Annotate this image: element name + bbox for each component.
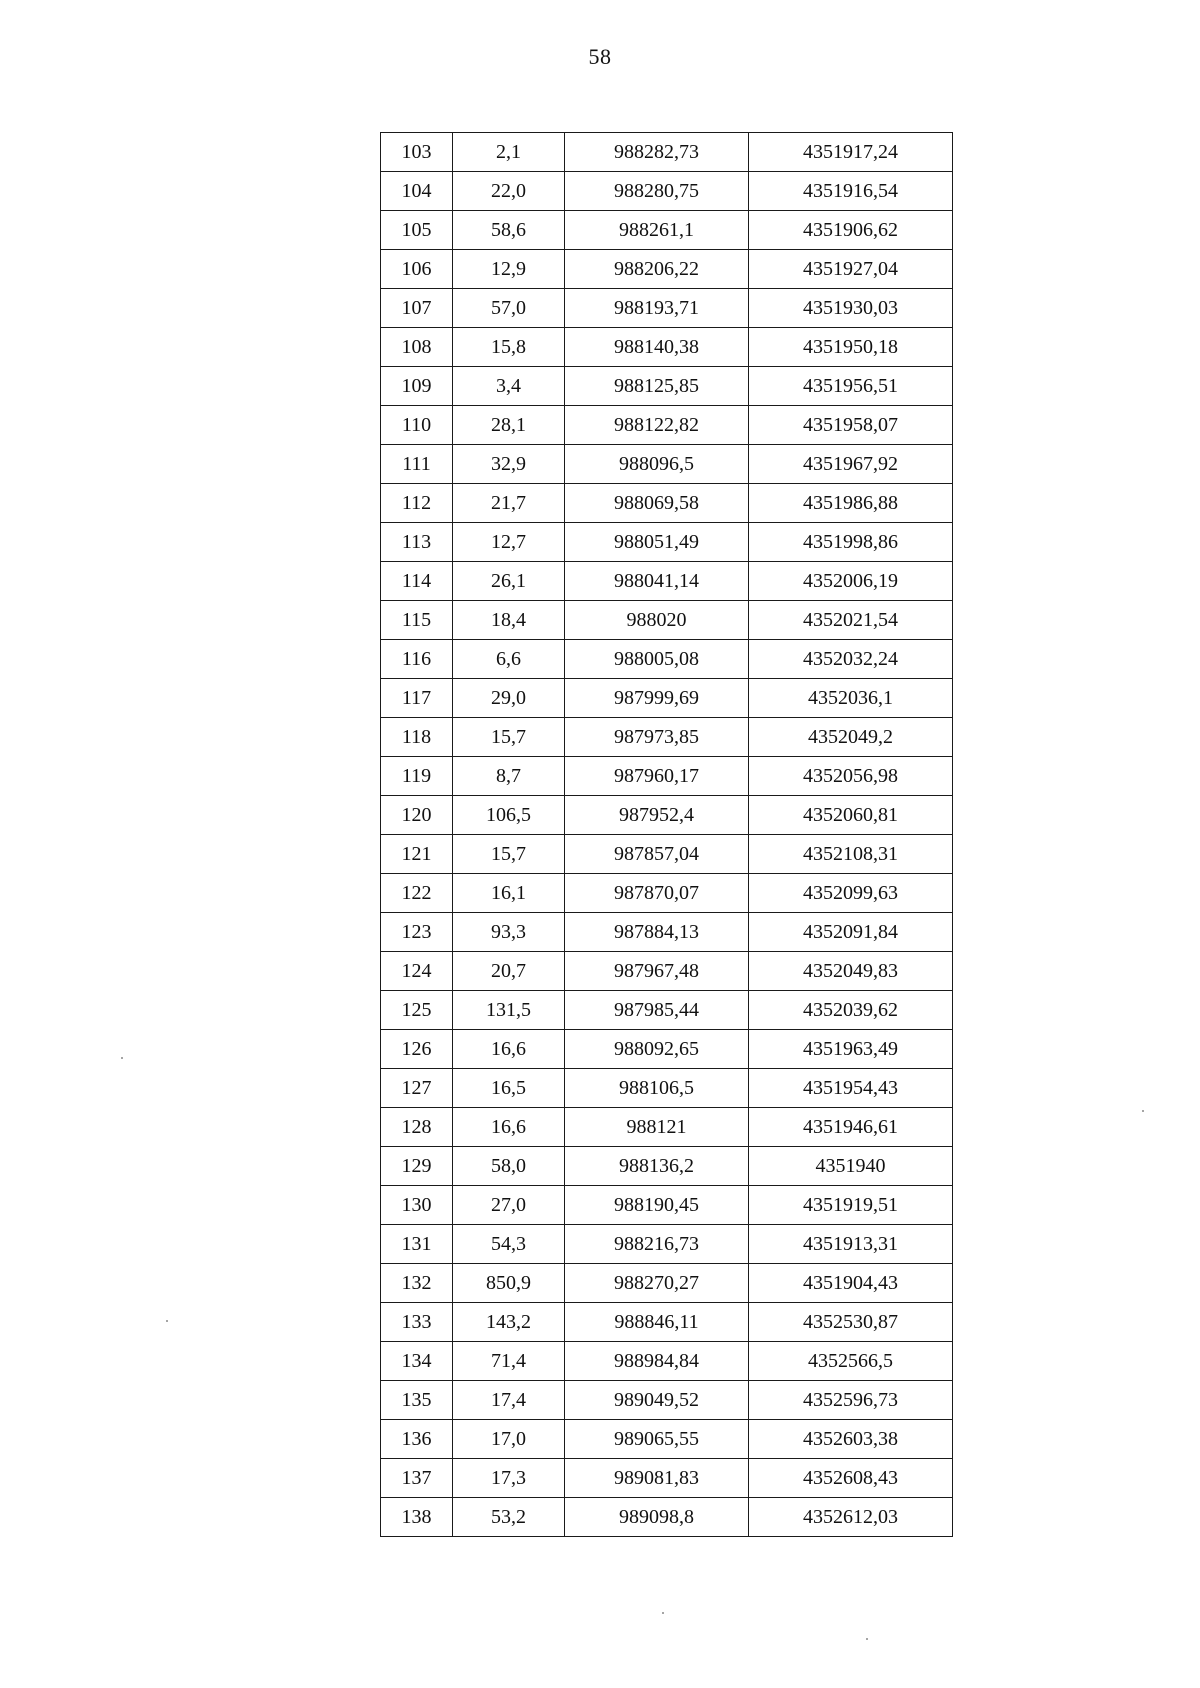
y-coordinate-cell: 4352056,98 <box>749 757 953 796</box>
x-coordinate-cell: 989049,52 <box>565 1381 749 1420</box>
point-number-cell: 134 <box>381 1342 453 1381</box>
table-row <box>381 445 953 484</box>
point-number-cell: 132 <box>381 1264 453 1303</box>
table-row <box>381 328 953 367</box>
x-coordinate-cell: 988846,11 <box>565 1303 749 1342</box>
y-coordinate-cell: 4351998,86 <box>749 523 953 562</box>
segment-length-cell: 29,0 <box>453 679 565 718</box>
point-number-cell: 124 <box>381 952 453 991</box>
table-row <box>381 1459 953 1498</box>
x-coordinate-cell: 988005,08 <box>565 640 749 679</box>
segment-length-cell: 93,3 <box>453 913 565 952</box>
x-coordinate-cell: 988125,85 <box>565 367 749 406</box>
x-coordinate-cell: 988190,45 <box>565 1186 749 1225</box>
y-coordinate-cell: 4352530,87 <box>749 1303 953 1342</box>
point-number-cell: 107 <box>381 289 453 328</box>
point-number-cell: 125 <box>381 991 453 1030</box>
table-row <box>381 172 953 211</box>
point-number-cell: 105 <box>381 211 453 250</box>
table-row <box>381 601 953 640</box>
point-number-cell: 129 <box>381 1147 453 1186</box>
x-coordinate-cell: 987999,69 <box>565 679 749 718</box>
table-row <box>381 1498 953 1537</box>
segment-length-cell: 2,1 <box>453 133 565 172</box>
y-coordinate-cell: 4351954,43 <box>749 1069 953 1108</box>
x-coordinate-cell: 987967,48 <box>565 952 749 991</box>
table-row <box>381 406 953 445</box>
x-coordinate-cell: 988092,65 <box>565 1030 749 1069</box>
segment-length-cell: 850,9 <box>453 1264 565 1303</box>
y-coordinate-cell: 4351906,62 <box>749 211 953 250</box>
x-coordinate-cell: 988261,1 <box>565 211 749 250</box>
point-number-cell: 119 <box>381 757 453 796</box>
x-coordinate-cell: 987884,13 <box>565 913 749 952</box>
table-row <box>381 1186 953 1225</box>
segment-length-cell: 26,1 <box>453 562 565 601</box>
y-coordinate-cell: 4352091,84 <box>749 913 953 952</box>
x-coordinate-cell: 988206,22 <box>565 250 749 289</box>
table-row <box>381 835 953 874</box>
x-coordinate-cell: 988216,73 <box>565 1225 749 1264</box>
segment-length-cell: 16,6 <box>453 1108 565 1147</box>
y-coordinate-cell: 4352049,83 <box>749 952 953 991</box>
table-row <box>381 484 953 523</box>
y-coordinate-cell: 4352021,54 <box>749 601 953 640</box>
point-number-cell: 114 <box>381 562 453 601</box>
segment-length-cell: 71,4 <box>453 1342 565 1381</box>
y-coordinate-cell: 4351986,88 <box>749 484 953 523</box>
segment-length-cell: 57,0 <box>453 289 565 328</box>
x-coordinate-cell: 989081,83 <box>565 1459 749 1498</box>
y-coordinate-cell: 4351930,03 <box>749 289 953 328</box>
table-row <box>381 562 953 601</box>
table-row <box>381 796 953 835</box>
table-row <box>381 1420 953 1459</box>
point-number-cell: 117 <box>381 679 453 718</box>
segment-length-cell: 22,0 <box>453 172 565 211</box>
y-coordinate-cell: 4351967,92 <box>749 445 953 484</box>
y-coordinate-cell: 4352612,03 <box>749 1498 953 1537</box>
y-coordinate-cell: 4351919,51 <box>749 1186 953 1225</box>
table-row <box>381 1069 953 1108</box>
segment-length-cell: 21,7 <box>453 484 565 523</box>
y-coordinate-cell: 4352036,1 <box>749 679 953 718</box>
point-number-cell: 121 <box>381 835 453 874</box>
x-coordinate-cell: 987960,17 <box>565 757 749 796</box>
x-coordinate-cell: 988984,84 <box>565 1342 749 1381</box>
page-number: 58 <box>588 44 612 69</box>
point-number-cell: 127 <box>381 1069 453 1108</box>
segment-length-cell: 17,0 <box>453 1420 565 1459</box>
x-coordinate-cell: 988041,14 <box>565 562 749 601</box>
point-number-cell: 115 <box>381 601 453 640</box>
point-number-cell: 133 <box>381 1303 453 1342</box>
scan-speck <box>1142 1110 1144 1112</box>
y-coordinate-cell: 4352039,62 <box>749 991 953 1030</box>
point-number-cell: 122 <box>381 874 453 913</box>
x-coordinate-cell: 988270,27 <box>565 1264 749 1303</box>
y-coordinate-cell: 4351904,43 <box>749 1264 953 1303</box>
point-number-cell: 120 <box>381 796 453 835</box>
table-row <box>381 991 953 1030</box>
x-coordinate-cell: 987870,07 <box>565 874 749 913</box>
x-coordinate-cell: 988280,75 <box>565 172 749 211</box>
point-number-cell: 109 <box>381 367 453 406</box>
segment-length-cell: 15,8 <box>453 328 565 367</box>
segment-length-cell: 17,4 <box>453 1381 565 1420</box>
point-number-cell: 136 <box>381 1420 453 1459</box>
segment-length-cell: 12,7 <box>453 523 565 562</box>
segment-length-cell: 131,5 <box>453 991 565 1030</box>
table-body <box>381 133 953 1537</box>
x-coordinate-cell: 988193,71 <box>565 289 749 328</box>
point-number-cell: 118 <box>381 718 453 757</box>
y-coordinate-cell: 4352006,19 <box>749 562 953 601</box>
table-row <box>381 211 953 250</box>
segment-length-cell: 53,2 <box>453 1498 565 1537</box>
y-coordinate-cell: 4351913,31 <box>749 1225 953 1264</box>
segment-length-cell: 20,7 <box>453 952 565 991</box>
y-coordinate-cell: 4351916,54 <box>749 172 953 211</box>
y-coordinate-cell: 4352608,43 <box>749 1459 953 1498</box>
scan-speck <box>166 1320 168 1322</box>
point-number-cell: 131 <box>381 1225 453 1264</box>
y-coordinate-cell: 4351940 <box>749 1147 953 1186</box>
x-coordinate-cell: 988136,2 <box>565 1147 749 1186</box>
segment-length-cell: 6,6 <box>453 640 565 679</box>
x-coordinate-cell: 989098,8 <box>565 1498 749 1537</box>
table-row <box>381 1030 953 1069</box>
coordinates-table <box>380 132 953 1537</box>
x-coordinate-cell: 988069,58 <box>565 484 749 523</box>
table-row <box>381 250 953 289</box>
point-number-cell: 138 <box>381 1498 453 1537</box>
x-coordinate-cell: 988106,5 <box>565 1069 749 1108</box>
x-coordinate-cell: 988096,5 <box>565 445 749 484</box>
x-coordinate-cell: 988051,49 <box>565 523 749 562</box>
segment-length-cell: 18,4 <box>453 601 565 640</box>
point-number-cell: 137 <box>381 1459 453 1498</box>
y-coordinate-cell: 4352099,63 <box>749 874 953 913</box>
y-coordinate-cell: 4352060,81 <box>749 796 953 835</box>
point-number-cell: 116 <box>381 640 453 679</box>
point-number-cell: 104 <box>381 172 453 211</box>
table-row <box>381 1264 953 1303</box>
segment-length-cell: 54,3 <box>453 1225 565 1264</box>
segment-length-cell: 15,7 <box>453 835 565 874</box>
table-row <box>381 1303 953 1342</box>
x-coordinate-cell: 989065,55 <box>565 1420 749 1459</box>
segment-length-cell: 8,7 <box>453 757 565 796</box>
scan-speck <box>662 1612 664 1614</box>
x-coordinate-cell: 988122,82 <box>565 406 749 445</box>
x-coordinate-cell: 987973,85 <box>565 718 749 757</box>
table-row <box>381 367 953 406</box>
y-coordinate-cell: 4351950,18 <box>749 328 953 367</box>
point-number-cell: 130 <box>381 1186 453 1225</box>
table-row <box>381 1108 953 1147</box>
point-number-cell: 113 <box>381 523 453 562</box>
segment-length-cell: 32,9 <box>453 445 565 484</box>
table-row <box>381 1147 953 1186</box>
y-coordinate-cell: 4352566,5 <box>749 1342 953 1381</box>
point-number-cell: 108 <box>381 328 453 367</box>
segment-length-cell: 17,3 <box>453 1459 565 1498</box>
y-coordinate-cell: 4352049,2 <box>749 718 953 757</box>
segment-length-cell: 143,2 <box>453 1303 565 1342</box>
segment-length-cell: 16,5 <box>453 1069 565 1108</box>
x-coordinate-cell: 987985,44 <box>565 991 749 1030</box>
table-row <box>381 289 953 328</box>
point-number-cell: 110 <box>381 406 453 445</box>
segment-length-cell: 16,1 <box>453 874 565 913</box>
y-coordinate-cell: 4351956,51 <box>749 367 953 406</box>
table-row <box>381 1342 953 1381</box>
point-number-cell: 123 <box>381 913 453 952</box>
table-row <box>381 523 953 562</box>
table-row <box>381 1225 953 1264</box>
table-row <box>381 913 953 952</box>
point-number-cell: 128 <box>381 1108 453 1147</box>
y-coordinate-cell: 4351946,61 <box>749 1108 953 1147</box>
table-row <box>381 133 953 172</box>
scan-speck <box>121 1057 123 1059</box>
y-coordinate-cell: 4351963,49 <box>749 1030 953 1069</box>
y-coordinate-cell: 4352032,24 <box>749 640 953 679</box>
segment-length-cell: 106,5 <box>453 796 565 835</box>
segment-length-cell: 58,6 <box>453 211 565 250</box>
y-coordinate-cell: 4351927,04 <box>749 250 953 289</box>
table-row <box>381 1381 953 1420</box>
segment-length-cell: 58,0 <box>453 1147 565 1186</box>
segment-length-cell: 12,9 <box>453 250 565 289</box>
table-row <box>381 679 953 718</box>
point-number-cell: 106 <box>381 250 453 289</box>
segment-length-cell: 16,6 <box>453 1030 565 1069</box>
point-number-cell: 135 <box>381 1381 453 1420</box>
segment-length-cell: 15,7 <box>453 718 565 757</box>
x-coordinate-cell: 987857,04 <box>565 835 749 874</box>
table-row <box>381 757 953 796</box>
x-coordinate-cell: 988020 <box>565 601 749 640</box>
x-coordinate-cell: 988140,38 <box>565 328 749 367</box>
table-row <box>381 640 953 679</box>
point-number-cell: 126 <box>381 1030 453 1069</box>
scan-speck <box>866 1638 868 1640</box>
x-coordinate-cell: 987952,4 <box>565 796 749 835</box>
y-coordinate-cell: 4351958,07 <box>749 406 953 445</box>
y-coordinate-cell: 4352108,31 <box>749 835 953 874</box>
x-coordinate-cell: 988121 <box>565 1108 749 1147</box>
table-row <box>381 718 953 757</box>
y-coordinate-cell: 4352596,73 <box>749 1381 953 1420</box>
point-number-cell: 111 <box>381 445 453 484</box>
x-coordinate-cell: 988282,73 <box>565 133 749 172</box>
segment-length-cell: 27,0 <box>453 1186 565 1225</box>
segment-length-cell: 3,4 <box>453 367 565 406</box>
y-coordinate-cell: 4351917,24 <box>749 133 953 172</box>
table-row <box>381 952 953 991</box>
y-coordinate-cell: 4352603,38 <box>749 1420 953 1459</box>
table-row <box>381 874 953 913</box>
point-number-cell: 103 <box>381 133 453 172</box>
point-number-cell: 112 <box>381 484 453 523</box>
segment-length-cell: 28,1 <box>453 406 565 445</box>
